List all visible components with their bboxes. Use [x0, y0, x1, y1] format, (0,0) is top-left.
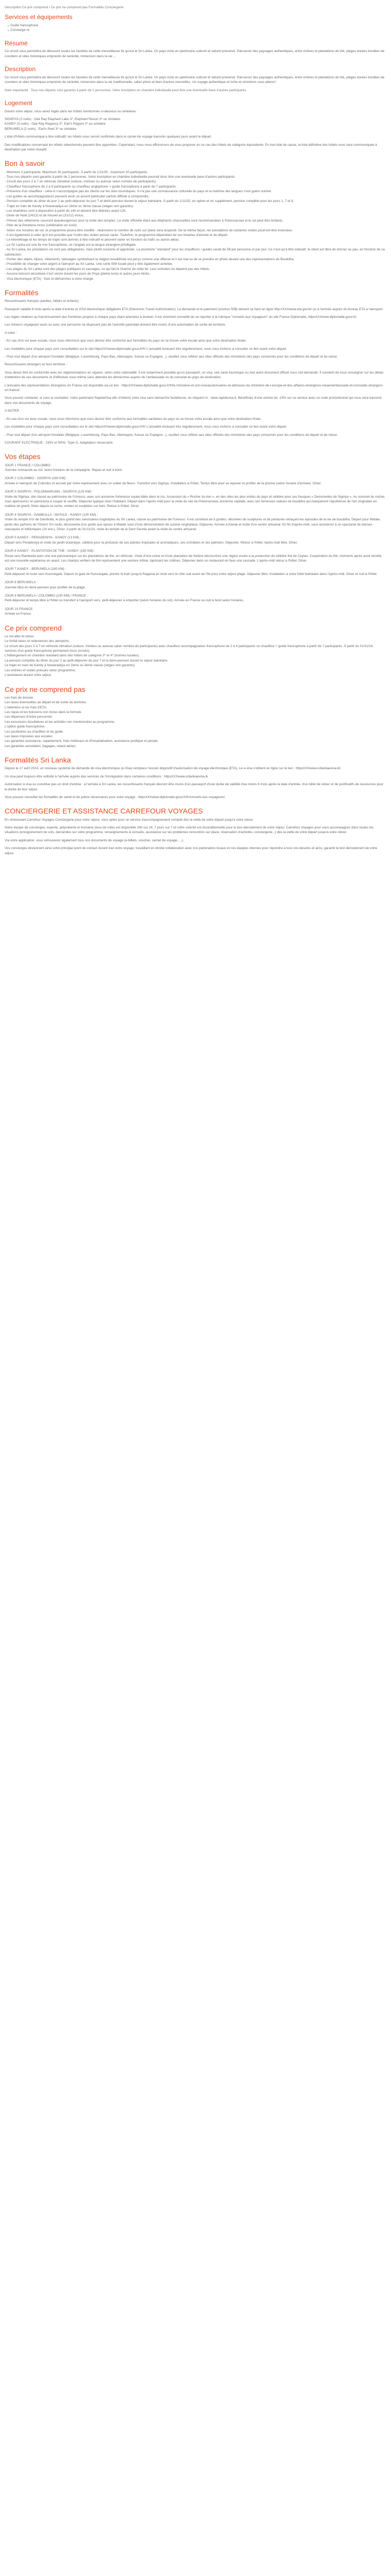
bon-savoir-item: - Prévoir des vêtements couvrant épaules/genoux pour la visite des temples. La visite officielle étant aux éléphants chaussettes sont recommandées à Polonnaruwa et le sol peut être brûlant). [5, 218, 283, 223]
ne-comprend-item: Les garanties assistance, rapatriement, frais médicaux et d'hospitalisation, assistance juridique et pénale. [5, 739, 159, 743]
day-title: JOUR 4 SIGIRIYA - DAMBULLA - MATALE - KANDY (100 KM) : [5, 513, 98, 517]
formalites-paragraph: Ressortissants étrangers et hors territoire : [5, 363, 67, 367]
hotel-item: SIGIRIYA (2 nuits) : Oak Ray Elephant Lake 3*, Elephant Resort 3* ou similaire. [5, 117, 121, 122]
ne-comprend-item: Les repas et les boissons non inclus dans la formule. [5, 710, 82, 714]
formalites-paragraph: L'annuaire des représentations étrangères en France est disponible via ce lien : httpsXXXwww.diplomatie.gouv.fr/fr/le-ministere-et-son-reseau/annuaires-et-adresses-du-ministere-de-l-europe-et-des-affaires-etrangeres-meae/ambassade-et-consulats-etrangers-en-france/ [5, 383, 384, 393]
day-item [5, 594, 386, 603]
bon-savoir-item: - Minimum 2 participants. Maximum 30 participants. À partir du 1/11/25 : maximum 20 participants. [5, 170, 148, 174]
day-title: JOUR 10 FRANCE [5, 607, 33, 611]
comprend-item: Les entrées et visites prévues selon programme. [5, 668, 76, 672]
bon-savoir-item: - Aucune boisson alcoolisée n'est servie durant les jours de Poya (pleine lune) et autres jours fériés. [5, 272, 151, 276]
list-item: Concierge·re [8, 28, 386, 32]
bon-savoir-item: - Le kilométrage et les temps de trajet sont donnés à titre indicatif et peuvent varier en fonction du trafic ou autres aléas. [5, 238, 180, 242]
ne-comprend-item: L'obtention et les frais d'ETA. [5, 705, 47, 709]
ne-comprend-item: Les frais de dossier. [5, 696, 34, 700]
formalites-paragraph: Les modalités pour chaque pays sont consultables sur le site httpsXXXwww.diplomatie.gouv.fr/fr/ L'actualité évoluant très régulièrement, nous vous invitons à consulter ce lien avant votre départ. [5, 425, 287, 429]
day-title: JOUR 1 FRANCE / COLOMBO : [5, 463, 53, 467]
day-text: Visite du temple d'or de Dambulla, le plus grand des sanctuaires troglodytes du Sri Lanka, classé au patrimoine de l'Unesco. Il est constitué de 5 grottes, décorées de sculptures et de peintures retraçant les épisodes de la vie de bouddha. Départ pour Matale, jardin des parfums de l'Orient. En route, découverte d'un jardin aux épices à Matale suivi d'une démonstration de cuisine cinghalaise. Déjeuner. Arrivée à Kandy et visite d'un centre artisanal. En fin d'après-midi, vous assisterez à un spectacle de danses classiques et folkloriques (1h env.). Dîner. A partir du 01/11/24, visite du temple de la Dent Sacrée avant la visite du centre artisanal. [5, 518, 381, 531]
formalites-paragraph: - Pour tout départ d'un aéroport frontalier (Belgique, Luxembourg, Pays-Bas, Allemagne, Suisse ou Espagne...), veuillez vous référer aux sites officiels des ministères des pays concernés pour les conditions de départ et de retour. [5, 433, 338, 437]
list-item: Guide francophone [8, 23, 386, 28]
formalites-paragraph: Les mineurs voyageant seuls ou avec une personne ne disposant pas de l'autorité parentale doivent être munis d'une autorisation de sortie de territoire. [5, 323, 226, 327]
comprend-item: La pension complète du dîner du jour 2 au petit-déjeuner du jour 7 et la demi-pension durant le séjour balnéaire. [5, 658, 168, 663]
formalites-paragraph: Vous devez être en conformité avec les réglementations en vigueur, selon votre nationalité. Il est notamment possible qu'un passeport, un visa, une carte touristique ou tout autre document officiel vous soit demandé. Il convient de vous renseigner sur les délais d'obtention de ces documents et d'effectuer vous-même sans attendre les démarches auprès de l'ambassade ou du consulat du pays de destination. [5, 370, 384, 380]
logement-title: Logement [5, 99, 32, 107]
day-title: JOUR 7 KANDY - BERUWELA (180 KM) : [5, 567, 67, 571]
comprend-item: Le forfait taxes et redevances des aéroports. [5, 639, 70, 643]
day-item [5, 607, 386, 617]
bon-savoir-item: - Selon vos horaires de vol, le programme pourra être modifié : néanmoins le nombre de nuits sur place sera respecté. De la même façon, les prestations de certaines visites pourront être inversées. [5, 228, 293, 232]
formalites-srilanka-paragraph: Depuis le 17 avril 2024, un nouveau système de demande de visa électronique (e-Visa) remplace l'ancien dispositif d'autorisation de voyage électronique (ETA). Le e-visa s'obtient en ligne sur le lien : httpsXXXwww.srilankaevisa.lk/ [5, 767, 341, 771]
formalites-srilanka-paragraph: Un visa peut toujours être sollicité à l'arrivée auprès des services de l'immigration dans certaines conditions : httpsXXXwww.srilankaevisa.lk [5, 774, 208, 778]
day-title: JOUR 6 KANDY - PLANTATION DE THE - KANDY (160 KM) : [5, 549, 95, 553]
etapes-list [5, 463, 386, 617]
day-item [5, 489, 386, 509]
conciergerie-paragraph: Via votre application, vous retrouverez également tous vos documents de voyage (e-billets, voucher, carnet de voyage, ...). [5, 838, 184, 842]
bon-savoir-item: - Possibilité de changer votre argent à l'aéroport au Sri Lanka. Une carte SIM locale peut y être également achetée. [5, 262, 173, 266]
day-title: JOUR 2 COLOMBO - SIGIRIYA (180 KM) : [5, 477, 68, 481]
ne-comprend-item: Les excursions facultatives et les activités non mentionnées au programme. [5, 720, 116, 724]
bon-savoir-title: Bon à savoir [5, 159, 45, 168]
bon-savoir-item: - Chauffeur francophone de 2 à 6 participants ou chauffeur anglophone + guide francophone à partir de 7 participants. [5, 184, 177, 189]
bon-savoir-list [5, 170, 386, 281]
page [0, 0, 391, 856]
day-item [5, 567, 386, 577]
formalites-paragraph: - En cas d'un vol avec escale, nous vous informons que vous devrez être conforme aux formalités du pays où se trouve votre escale ainsi que votre destination finale. [5, 339, 247, 343]
hotel-list [5, 117, 386, 131]
day-title: JOUR 5 KANDY - PERADENIYA - KANDY (13 KM) : [5, 536, 82, 540]
day-text: Arrivée en France. [5, 612, 32, 616]
conciergerie-list [5, 818, 386, 856]
formalites-srilanka-list [5, 766, 386, 800]
day-text: Visite de Sigiriya, site classé au patrimoine de l'Unesco, avec son ancienne forteresse royale bâtie dans le roc. Ascension du « Rocher du lion », en des sites les plus visités du pays et célèbre pour ses fresques « Demoiselles de Sigiriya ». Au sommet du rocher, vous apercevrez un panorama à couper le souffle. Déjeuner typique chez l'habitant. Départ dans l'après-midi pour la visite du site de Polonnaruwa, ancienne capitale, avec ses fameuses statues de bouddha qui marquèrent l'apothéose de l'art cinghalais en matière de granit, finies depuis la roche, ornées et sculptées sur bois. Retour à l'hôtel. Dîner. [5, 495, 385, 509]
day-text: Petit-déjeuner et route vers Kurunegala. Depuis le gare de Kurunegala, prenez le train jusqu'à Ragama et route vers le côte sud-ouest de l'île pour votre séjour plage. Déjeuner libre. Installation à votre hôtel balnéaire dans l'après-midi. Dîner et nuit à l'hôtel. [5, 572, 378, 576]
formalites-srilanka-title: Formalités Sri Lanka [5, 756, 71, 765]
bon-savoir-item: - Le Sri Lanka est une île non francophone, où l'anglais est la langue étrangère privilégiée. [5, 243, 137, 247]
resume-text: Ce circuit vous permettra de découvrir toutes les facettes de cette merveilleuse île qu'est le Sri Lanka. Un pays riche en patrimoine culturel et naturel préservé. Parcourez des paysages authentiques, entre rizières et plantations de thé, plages dorées bordées de cocotiers et sites historiques empreints de sérénité, immersion dans la vie ... [5, 49, 385, 58]
comprend-list [5, 634, 386, 678]
comprend-item: Le vol aller et retour. [5, 634, 35, 638]
description-paragraph: Ce circuit vous permettra de découvrir toutes les facettes de cette merveilleuse île qu'est le Sri Lanka. Un pays riche en patrimoine culturel et naturel préservé. Parcourez des paysages authentiques, entre rizières et plantations de thé, plages dorées bordées de cocotiers et sites historiques empreints de sérénité, immersion dans la vie traditionnelle, safari photo et bien d'autres merveilles. Un voyage authentique et riche en émotions vous attend ! [5, 75, 385, 84]
day-title: JOUR 8 BERUWELA : [5, 581, 38, 585]
day-text: Journée libre en demi-pension pour profiter de la plage. [5, 585, 86, 589]
day-text: Arrivée à l'aéroport de Colombo et accueil par notre représentant avec un collier de fleurs. Transfert vers Sigiriya. Installation à l'hôtel. Temps libre pour se reposer et profiter de la piscine (selon horaire d'arrivée). Dîner. [5, 481, 322, 485]
conciergerie-paragraph: En choisissant Carrefour Voyages Conciergerie pour votre séjour, vous optez pour un service d'accompagnement complet dès la veille de votre départ jusqu'à votre retour. [5, 818, 254, 822]
ne-comprend-item: Les taxes imposées aux escales. [5, 734, 53, 738]
ne-comprend-item: L'option guide francophone. [5, 725, 45, 729]
conciergerie-paragraph: Vos concierges deviennent ainsi votre principal point de contact durant tout votre voyage, travaillant en étroite collaboration avec nos partenaires locaux et nos équipes internes pour répondre à tous vos besoins et ainsi, garantir le bon déroulement de votre séjour. [5, 846, 378, 855]
hotel-item: KANDY (3 nuits) : Oak Ray Regency 3*, Earl's Regent 3* ou similaire. [5, 122, 107, 126]
bon-savoir-item: - Il est également à noter qu'il est possible que l'ordre des visites puisse varier. Toutefois, le programme dépendant de vos horaires d'arrivée et de départ. [5, 233, 229, 237]
comprend-item: Le trajet en train de Kandy à Nuwaraeliya en 2ème ou 3ème classe (sièges non garantis). [5, 664, 136, 668]
comprend-item: L'hébergement en chambre standard dans des hôtels de catégorie 3* et 4* (normes locales). [5, 654, 140, 658]
formalites-paragraph: COURANT ELECTRIQUE : 230V et 50Hz. Type G. Adaptateur nécessaire. [5, 440, 114, 445]
comprend-item: L'assistance durant votre séjour. [5, 673, 52, 677]
bon-savoir-item: - Visa électronique (ETA) : frais et démarches à votre charge. [5, 277, 94, 281]
bon-savoir-item: - Tous nos départs sont garantis à partir de 2 personnes. Votre inscription en chambre individuelle pourrait donc être une éventuelle base d'autres participants. [5, 175, 236, 179]
bon-savoir-item: - Pension complète du dîner du jour 2 au petit-déjeuner du jour 7 et demi-pension durant le séjour balnéaire. À partir du 1/11/25, en option et en supplément, pension complète pour les jours 1, 7 et 8. [5, 199, 294, 204]
formalites-title: Formalités [5, 289, 39, 297]
formalites-paragraph: Les règles relatives au franchissement des frontières propres à chaque pays étant amenées à évoluer, il est vivement conseillé de se reporter à la rubrique "conseils aux voyageurs" du site France Diplomatie, httpsXXXwww.diplomatie.gouv.fr/. [5, 315, 357, 319]
bon-savoir-item: - Les chambres sont à disposition à partir de 14h et doivent être libérées avant 12h. [5, 209, 127, 213]
bon-savoir-item: - Les guides ou accompagnateurs peuvent avoir un accent particulier parfois difficile à comprendre. [5, 194, 150, 198]
formalites-paragraph: Les modalités pour chaque pays sont consultables sur le site httpsXXXwww.diplomatie.gouv.fr/fr/ L'actualité évoluant très régulièrement, nous vous invitons à consulter ce lien avant votre départ. [5, 347, 287, 351]
ne-comprend-item: Les pourboires au chauffeur et du guide. [5, 730, 64, 734]
bon-savoir-item: - Présence d'un chauffeur - celui-ci n'accompagne pas les clients sur les sites touristiques. Il n'a pas une connaissance culturelle du pays et la maîtrise des langues n'est guère notoire. [5, 190, 272, 194]
day-text: Journée consacrée au vol, selon horaires de la compagnie. Repas et nuit à bord. [5, 468, 123, 472]
conciergerie-title: CONCIERGERIE ET ASSISTANCE CARREFOUR VOYAGES [5, 807, 203, 816]
day-item [5, 535, 386, 545]
formalites-list [5, 299, 386, 445]
formalites-paragraph: Ressortissants français (adultes, bébés et enfants) : [5, 299, 81, 303]
etapes-title: Vos étapes [5, 452, 41, 461]
formalites-paragraph: A noter : [5, 331, 17, 335]
day-item [5, 580, 386, 590]
bon-savoir-item: - Portier des objets, bijoux, vêtements, tatouages symbolisant la religion bouddhiste est perçu comme une offense et il est mal vu de se prendre en photo devant une des représentations de Bouddha. [5, 257, 295, 261]
breadcrumb-description: Description Ce prix comprend / Ce prix ne comprend pas Formalités Conciergerie [5, 6, 124, 9]
logement-paragraph: L'état d'hôtels communiqué à titre indicatif, les hôtels vous seront confirmés dans le carnet de voyage transmis quelques jours avant le départ. [5, 135, 212, 139]
day-item [5, 549, 386, 563]
day-text: Petit-déjeuner et temps libre à l'hôtel ou transfert à l'aéroport vers, petit-déjeuner à emporter (selon horaires du vol). Arrivée en France ou nuit à bord selon horaires. [5, 599, 244, 603]
conciergerie-paragraph: Notre équipe de concierges, experte, polyvalente et humaine (tous de robe) est disponible 24h sur 24, 7 jours sur 7 et notre volonté est inconditionnelle pour le bon déroulement de votre séjour. Carrefour Voyages pour vous accompagnez dans toutes les situations (enregistrement de vols, demandes sur votre programme, renseignements & conseils, assistance sur les problèmes rencontrés sur place, réservation d'activités, conciergerie...) dès la veille de votre départ jusqu'à votre retour. [5, 825, 374, 835]
bon-savoir-item: - Circuit des jours 2 à 7 en véhicule climatisé (voiture, minivan ou autocar selon nombre de participants). [5, 180, 157, 184]
day-item [5, 463, 386, 473]
formalites-paragraph: A NOTER [5, 409, 20, 413]
bon-savoir-item: - Pèle de la Perahera inclus (célébration en Août). [5, 224, 78, 228]
comprend-item: Le circuit des jours 2 à 7 en véhicule climatisé (voiture, minibus ou autocar selon nombre de participants) avec chauffeur accompagnateur francophone de 2 à 6 participants ou chauffeur + guide francophone à partir de 7 participants. À partir du 01/11/24, services d'un guide francophone permanent (tous circuits). [5, 644, 373, 653]
formalites-paragraph: - En cas d'un vol avec escale, nous vous informons que vous devrez être conforme aux formalités sanitaires du pays où se trouve votre escale ainsi que votre destination finale. [5, 417, 262, 421]
ne-comprend-item: Les garanties annulation, bagages, retard aérien. [5, 744, 77, 748]
day-title: JOUR 3 SIGIRIYA - POLONNARUWA - SIGIRIYA (120 KM) : [5, 490, 93, 494]
ne-comprend-item: Les taxes éventuelles au départ et de sortie du territoire. [5, 701, 87, 705]
formalites-paragraph: - Pour tout départ d'un aéroport frontalier (Belgique, Luxembourg, Pays-Bas, Allemagne, Suisse ou Espagne...), veuillez vous référer aux sites officiels des ministères des pays concernés pour les conditions de départ et de retour. [5, 355, 338, 359]
bon-savoir-item: - Au Sri Lanka, les prestations ne sont pas obligatoires, mais plutôt coutume et appréciée. La pourboire "standard" pour les chauffeurs / guides serait de 5$ par personne et par jour. Ce n'est qu'à titre indicatif, le client est libre de donner ou pas, en fonction de sa satisfaction. [5, 248, 385, 257]
description-title: Description [5, 65, 36, 73]
formalites-srilanka-paragraph: Autorisation à visa ou constitue pas un droit d'entrée : à l'arrivée à Sri Lanka, les ressortissants français devront être munis d'un passeport d'une durée de validité d'au moins 6 mois après la date d'entrée, d'un billet de retour et de justificatifs de ressources pour la durée de leur séjour. [5, 783, 384, 791]
formalites-srilanka-paragraph: Vous pouvez consulter les formalités de santé et de police nécessaires pour votre voyage : httpsXXXwww.diplomatie.gouv.fr/fr/conseils-aux-voyageurs/ [5, 795, 225, 799]
ne-comprend-title: Ce prix ne comprend pas [5, 685, 86, 693]
services-title: Services et équipements [5, 13, 73, 21]
bon-savoir-item: - Trajet en train de Kandy à Nuwaraeliya en 2ème ou 3ème classe (sièges non garantis). [5, 204, 134, 208]
description-note: Note importante : Tous nos départs sont garantis à partir de 2 personnes. Votre inscription en chambre individuelle peut être une éventuelle base d'autres participants. [5, 88, 247, 92]
day-text: Départ vers Peradeniya et visite du jardin botanique, célèbre pour la profusion de ses plantes tropicales et aromatiques, ses orchidées et ses palmiers. Déjeuner. Retour à l'hôtel. Après-midi libre. Dîner. [5, 540, 298, 545]
ne-comprend-item: Les dépenses d'ordre personnel. [5, 715, 53, 719]
day-text: Route vers Ramboda avec une vue panoramique sur les plantations de thé, en véhicule. Visite d'une usine et d'une plantation de théière découvrirez une région vouée à la production du célèbre thé de Ceylan. Coopération du thé, moments après avoir récolté, est une nouvelle expérience en avant. Les champs vertiers de thé représentent une verdure infinie, tapissant les collines. Déjeuner dans un restaurant en face une cascade. L'après-midi retour à l'hôtel. Dîner. [5, 554, 382, 563]
services-list [5, 23, 386, 33]
hotel-item: BERUWELA (2 nuits) : Earl's Reef 3* ou similaire. [5, 127, 77, 131]
comprend-title: Ce prix comprend [5, 623, 62, 632]
day-item [5, 476, 386, 486]
ne-comprend-list [5, 696, 386, 749]
formalites-paragraph: Vous pouvez contacter, si vous le souhaitez, notre partenaire RapidaVisa afin d'obtenir votre visa sans démarche fastidieuse, en cliquant ici : www.rapidevisa.fr. Bénéficiez d'une remise de -15% sur ce service avec un code promotionnel qui vous sera transmis dans vos documents de voyage. [5, 396, 382, 405]
day-item [5, 513, 386, 532]
day-title: JOUR 9 BERUWELA / COLOMBO (100 KM) / FRANCE : [5, 594, 88, 598]
logement-intro: Durant votre séjour, vous serez logés dans les hôtels mentionnés ci-dessous ou similaires : [5, 109, 138, 113]
resume-title: Résumé [5, 39, 28, 47]
bon-savoir-item: - Les plages du Sri Lanka sont des plages publiques et sauvages, ce qui fait le charme de cette île. Leur entretien ne dépend pas des hôtels. [5, 267, 210, 271]
bon-savoir-item: - Dîner de Noël (24/12) et de Nouvel an (31/12) inclus. [5, 214, 84, 218]
formalites-paragraph: Passeport valable 6 mois après la date d'entrée et VISA électronique obligatoire ETA (Electronic Travel Authorization). La demande et le paiement (environ 50$) doivent se faire en ligne http://XXXwww.eta.gov.lk/ ou à l'arrivée auprès du bureau ETA à l'aéroport. [5, 307, 384, 311]
logement-paragraph: Des modifications concernant les hôtels sélectionnés peuvent être apportées. Cependant, nous nous efforcerons de vous proposer en ce cas des hôtels de catégorie équivalente. En tout état de cause, la liste définitive des hôtels vous sera communiquée à destination par notre réceptif. [5, 143, 377, 152]
